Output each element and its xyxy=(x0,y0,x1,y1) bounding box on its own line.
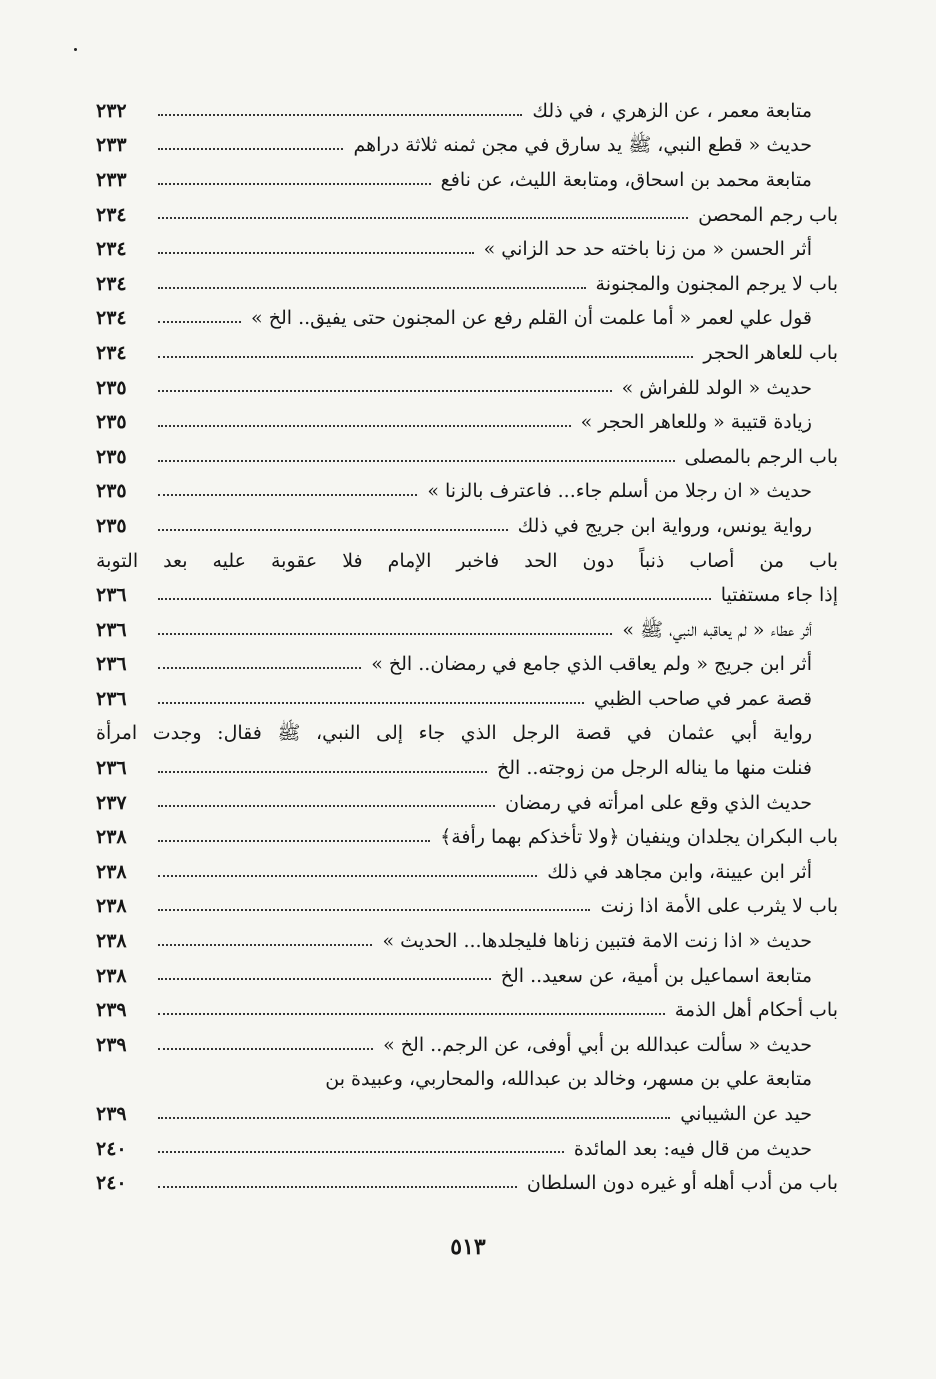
leader-dots xyxy=(158,424,571,427)
toc-entry xyxy=(96,884,838,919)
toc-entry-page: ٢٣٥ xyxy=(96,445,127,468)
toc-entry xyxy=(96,711,838,746)
toc-entry xyxy=(96,814,838,849)
toc-entry xyxy=(96,399,838,434)
toc-entry-page: ٢٣٣ xyxy=(96,134,127,157)
toc-entry-title: حديث من قال فيه: بعد المائدة xyxy=(573,1137,812,1160)
toc-entry xyxy=(96,157,838,192)
toc-entry-title: حيد عن الشيباني xyxy=(680,1103,812,1126)
leader-dots xyxy=(158,804,495,807)
leader-dots xyxy=(158,459,675,462)
leader-dots xyxy=(158,666,361,669)
toc-entry-title: أثر ابن عيينة، وابن مجاهد في ذلك xyxy=(547,860,812,883)
toc-entry xyxy=(96,849,838,884)
toc-entry-page: ٢٣٨ xyxy=(96,860,127,883)
leader-dots xyxy=(158,147,343,150)
toc-entry-title: حديث « الولد للفراش » xyxy=(621,376,812,399)
leader-dots xyxy=(158,216,688,219)
toc-entry xyxy=(96,296,838,331)
toc-entry xyxy=(96,192,838,227)
toc-entry xyxy=(96,953,838,988)
toc-entry-page: ٢٣٨ xyxy=(96,895,127,918)
leader-dots xyxy=(158,493,417,496)
toc-entry-title: باب أحكام أهل الذمة xyxy=(674,999,838,1022)
table-of-contents xyxy=(96,88,838,1195)
toc-entry-title: رواية أبي عثمان في قصة الرجل الذي جاء إلى النبي، ﷺ فقال: وجدت امرأة xyxy=(96,722,812,745)
leader-dots xyxy=(158,701,584,704)
toc-entry-title: متابعة اسماعيل بن أمية، عن سعيد.. الخ xyxy=(500,964,812,987)
toc-entry xyxy=(96,123,838,158)
toc-entry-title: أثر الحسن « من زنا باخته حد حد الزاني » xyxy=(483,238,812,261)
leader-dots xyxy=(158,770,487,773)
toc-entry-title: باب الرجم بالمصلى xyxy=(684,445,838,468)
toc-entry-page: ٢٣٤ xyxy=(96,272,127,295)
toc-entry-page: ٢٣٤ xyxy=(96,238,127,261)
toc-entry-page: ٢٣٦ xyxy=(96,618,127,641)
toc-entry-title: قول علي لعمر « أما علمت أن القلم رفع عن المجنون حتى يفيق.. الخ » xyxy=(251,307,812,330)
toc-entry-title: حديث « قطع النبي، ﷺ يد سارق في مجن ثمنه ثلاثة دراهم xyxy=(353,134,812,157)
toc-entry xyxy=(96,1057,838,1092)
toc-entry-title: حديث « سألت عبدالله بن أبي أوفى، عن الرجم.. الخ » xyxy=(383,1033,812,1056)
toc-entry xyxy=(96,676,838,711)
toc-entry-title: قصة عمر في صاحب الظبي xyxy=(593,687,812,710)
scan-speck xyxy=(74,48,77,51)
leader-dots xyxy=(158,389,612,392)
toc-entry-title: أثر ابن جريج « ولم يعاقب الذي جامع في رمضان.. الخ » xyxy=(371,653,812,676)
toc-entry xyxy=(96,918,838,953)
leader-dots xyxy=(158,839,430,842)
toc-entry-title: متابعة معمر ، عن الزهري ، في ذلك xyxy=(532,99,812,122)
toc-entry-title: حديث الذي وقع على امرأته في رمضان xyxy=(505,791,812,814)
toc-entry-page: ٢٣٤ xyxy=(96,341,127,364)
toc-entry-title: باب من أصاب ذنباً دون الحد فاخبر الإمام فلا عقوبة عليه بعد التوبة xyxy=(96,549,838,572)
toc-entry-title: باب لا يثرب على الأمة اذا زنت xyxy=(600,895,838,918)
toc-entry-page: ٢٣٤ xyxy=(96,307,127,330)
leader-dots xyxy=(158,182,431,185)
toc-entry xyxy=(96,1126,838,1161)
toc-entry-page: ٢٣٨ xyxy=(96,964,127,987)
toc-entry-page: ٢٣٥ xyxy=(96,480,127,503)
toc-entry-page: ٢٣٥ xyxy=(96,376,127,399)
leader-dots xyxy=(158,251,474,254)
toc-entry xyxy=(96,1160,838,1195)
toc-entry-page: ٢٣٥ xyxy=(96,514,127,537)
leader-dots xyxy=(158,1047,373,1050)
toc-entry-title: إذا جاء مستفتيا xyxy=(720,584,838,607)
toc-entry-title: باب من أدب أهله أو غيره دون السلطان xyxy=(526,1172,838,1195)
toc-entry-page: ٢٣٦ xyxy=(96,687,127,710)
toc-entry-page: ٢٣٦ xyxy=(96,584,127,607)
leader-dots xyxy=(158,874,537,877)
leader-dots xyxy=(158,632,612,635)
toc-entry-title: باب البكران يجلدان وينفيان ﴿ولا تأخذكم بهما رأفة﴾ xyxy=(440,826,838,849)
toc-entry-title: باب رجم المحصن xyxy=(698,203,838,226)
toc-entry xyxy=(96,1091,838,1126)
toc-entry-page: ٢٣٩ xyxy=(96,999,127,1022)
leader-dots xyxy=(158,1185,517,1188)
leader-dots xyxy=(158,528,508,531)
toc-entry xyxy=(96,469,838,504)
toc-entry xyxy=(96,607,838,642)
toc-entry-title: فنلت منها ما يناله الرجل من زوجته.. الخ xyxy=(496,757,812,780)
toc-entry xyxy=(96,503,838,538)
toc-entry xyxy=(96,642,838,677)
leader-dots xyxy=(158,113,522,116)
leader-dots xyxy=(158,1012,665,1015)
toc-entry xyxy=(96,226,838,261)
toc-entry-page: ٢٤٠ xyxy=(96,1172,127,1195)
leader-dots xyxy=(158,943,372,946)
toc-entry xyxy=(96,572,838,607)
toc-entry-title: زيادة قتيبة « وللعاهر الحجر » xyxy=(580,411,812,434)
toc-entry xyxy=(96,365,838,400)
leader-dots xyxy=(158,355,693,358)
toc-entry-title: متابعة علي بن مسهر، وخالد بن عبدالله، والمحاربي، وعبيدة بن xyxy=(325,1068,812,1091)
toc-entry xyxy=(96,987,838,1022)
toc-entry-title: رواية يونس، ورواية ابن جريج في ذلك xyxy=(517,514,812,537)
toc-entry-page: ٢٣٢ xyxy=(96,99,127,122)
page-number: ٥١٣ xyxy=(450,1234,486,1260)
toc-entry-page: ٢٣٦ xyxy=(96,757,127,780)
toc-entry xyxy=(96,1022,838,1057)
leader-dots xyxy=(158,597,711,600)
toc-entry-page: ٢٣٩ xyxy=(96,1103,127,1126)
toc-entry xyxy=(96,261,838,296)
toc-entry-page: ٢٣٧ xyxy=(96,791,127,814)
toc-entry-page: ٢٣٣ xyxy=(96,168,127,191)
toc-entry-page: ٢٣٩ xyxy=(96,1033,127,1056)
toc-entry xyxy=(96,745,838,780)
toc-entry xyxy=(96,88,838,123)
toc-entry xyxy=(96,434,838,469)
leader-dots xyxy=(158,320,241,323)
toc-entry-page: ٢٣٦ xyxy=(96,653,127,676)
toc-entry-title: أثر عطاء « لم يعاقبه النبي، ﷺ » xyxy=(622,618,812,641)
leader-dots xyxy=(158,1116,670,1119)
leader-dots xyxy=(158,977,491,980)
toc-entry-title: باب لا يرجم المجنون والمجنونة xyxy=(595,272,838,295)
leader-dots xyxy=(158,1150,564,1153)
toc-entry-page: ٢٣٨ xyxy=(96,930,127,953)
toc-entry-page: ٢٣٤ xyxy=(96,203,127,226)
toc-entry-title: حديث « اذا زنت الامة فتبين زناها فليجلدها... الحديث » xyxy=(382,930,812,953)
toc-entry xyxy=(96,780,838,815)
toc-entry-title: متابعة محمد بن اسحاق، ومتابعة الليث، عن نافع xyxy=(440,168,812,191)
toc-entry-title: باب للعاهر الحجر xyxy=(703,341,838,364)
toc-entry-title: حديث « ان رجلا من أسلم جاء... فاعترف بالزنا » xyxy=(427,480,812,503)
leader-dots xyxy=(158,286,586,289)
toc-entry xyxy=(96,538,838,573)
leader-dots xyxy=(158,908,590,911)
toc-entry xyxy=(96,330,838,365)
toc-entry-page: ٢٣٥ xyxy=(96,411,127,434)
toc-entry-page: ٢٤٠ xyxy=(96,1137,127,1160)
toc-entry-page: ٢٣٨ xyxy=(96,826,127,849)
